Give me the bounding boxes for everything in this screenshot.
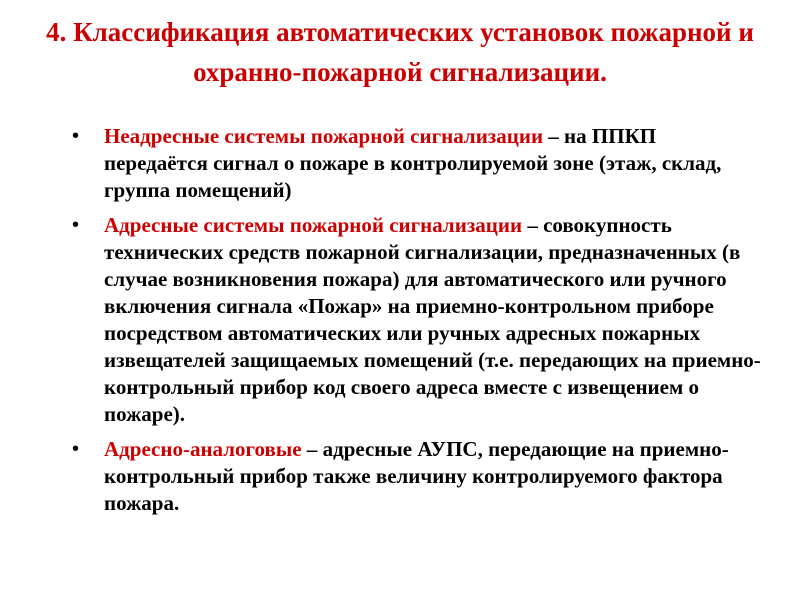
bullet-item-addressable-analog — [72, 436, 762, 517]
bullet-text: – совокупность технических средств пожарной сигнализации, предназначенных (в случае возникновения пожара) для автоматического или ручного включения сигнала «Пожар» на приемно-контрольном приборе посредством автоматических или ручных адресных пожарных извещателей защищаемых помещений (т.е. передающих на приемно-контрольный прибор код своего адреса вместе с извещением о пожаре). — [104, 213, 761, 426]
bullet-text: – адресные АУПС, передающие на приемно-контрольный прибор также величину контролируемого фактора пожара. — [104, 437, 729, 515]
bullet-list — [72, 123, 762, 525]
bullet-icon: • — [72, 125, 80, 147]
bullet-term: Неадресные системы пожарной сигнализации — [104, 124, 544, 148]
bullet-item-addressable — [72, 212, 762, 428]
bullet-icon: • — [72, 438, 80, 460]
bullet-term: Адресно-аналоговые — [104, 437, 302, 461]
slide-title: 4. Классификация автоматических установок пожарной и охранно-пожарной сигнализации. — [46, 17, 754, 87]
bullet-item-non-addressable — [72, 123, 762, 204]
bullet-term: Адресные системы пожарной сигнализации — [104, 213, 523, 237]
bullet-text: – на ППКП передаётся сигнал о пожаре в контролируемой зоне (этаж, склад, группа помещений) — [104, 124, 722, 202]
bullet-icon: • — [72, 214, 80, 236]
